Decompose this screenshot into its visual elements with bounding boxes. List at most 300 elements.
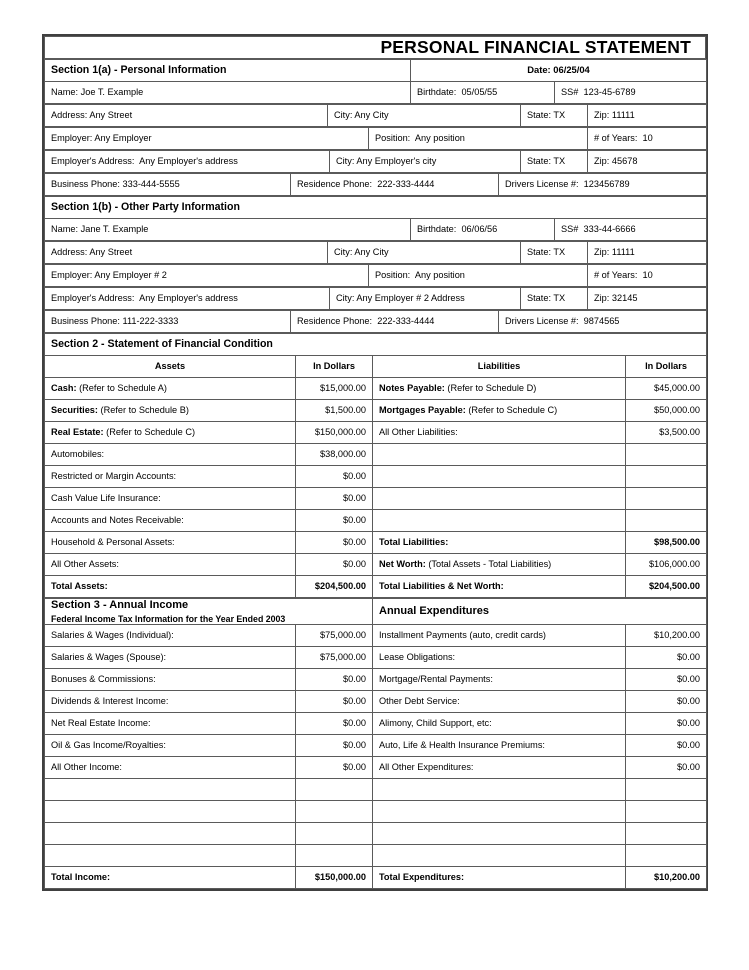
expenditure-9-label-cell [373,822,626,844]
expenditure-6-label-cell [373,756,626,778]
other-state-field[interactable] [521,242,588,264]
table-row [45,668,707,690]
table-row [45,576,707,598]
income-6-amount-cell [296,756,373,778]
expenditure-0-label-cell [373,624,626,646]
asset-9-label-cell [45,576,296,598]
other-zip-label: Zip: [594,247,610,258]
asset-0-amount-cell [296,378,373,400]
asset-9-label [45,581,295,592]
employer-value: Any Employer [94,133,152,144]
section-1a-employer-address-table [44,150,707,173]
total-income-label: Total Income: [51,871,111,882]
name-field[interactable] [45,82,411,104]
other-state-value: TX [553,247,566,258]
liability-9-amount: $204,500.00 [648,581,701,592]
asset-2-label-strong: Real Estate: [51,427,104,438]
other-ssn-value: 333-44-6666 [583,224,636,235]
liability-5-amount-cell [626,488,707,510]
table-row [45,400,707,422]
statement-date-cell [411,60,707,82]
asset-1-amount: $1,500.00 [325,405,366,416]
other-address-label: Address: [51,247,88,258]
zip-label: Zip: [594,110,610,121]
total-expenditures-amount-cell [626,866,707,888]
liability-5-label-cell [373,488,626,510]
address-label: Address: [51,110,88,121]
other-position-value: Any position [414,270,465,281]
residence-phone-value: 222-333-4444 [377,179,435,190]
expenditure-2-amount: $0.00 [677,673,700,684]
expenditure-10-amount-cell [626,844,707,866]
expenditure-7-label-cell [373,778,626,800]
table-row [45,554,707,576]
expenditure-6-amount: $0.00 [677,761,700,772]
years-value: 10 [642,133,653,144]
other-name-field[interactable] [45,219,411,241]
liability-0-label-strong: Notes Payable: [379,383,445,394]
employer-city-field[interactable] [330,151,521,173]
residence-phone-field[interactable] [291,174,499,196]
birthdate-label: Birthdate: [417,87,457,98]
asset-7-label-cell [45,532,296,554]
liability-1-amount-cell [626,400,707,422]
liability-7-label [373,537,625,548]
income-3-label: Dividends & Interest Income: [51,695,169,706]
asset-0-label-strong: Cash: [51,383,77,394]
liability-1-label: Mortgages Payable: (Refer to Schedule C) [379,405,558,416]
other-employer-value: Any Employer # 2 [94,270,167,281]
asset-6-label-cell [45,510,296,532]
income-2-label: Bonuses & Commissions: [51,673,156,684]
total-expenditures-amount: $10,200.00 [654,871,700,882]
city-label: City: [334,110,353,121]
expenditure-0-amount-cell [626,624,707,646]
asset-1-label: Securities: (Refer to Schedule B) [51,405,189,416]
other-business-phone-field[interactable] [45,311,291,333]
other-employer-address-label: Employer's Address: [51,293,135,304]
liability-0-label: Notes Payable: (Refer to Schedule D) [379,383,537,394]
other-ssn-label: SS# [561,224,579,235]
table-row [45,624,707,646]
position-field[interactable] [369,128,588,150]
income-4-label-cell [45,712,296,734]
section-2-heading-cell [45,334,707,356]
other-drivers-license-field[interactable] [499,311,707,333]
table-row [45,444,707,466]
section-3-heading-cell [45,599,373,625]
asset-2-amount-cell [296,422,373,444]
income-5-amount-cell [296,734,373,756]
other-employer-city-label: City: [336,293,355,304]
expenditure-3-label-cell [373,690,626,712]
other-drivers-license-label: Drivers License #: [505,316,579,327]
liability-7-label-cell [373,532,626,554]
employer-state-label: State: [527,156,552,167]
asset-0-amount: $15,000.00 [320,383,366,394]
total-expenditures-label: Total Expenditures: [379,871,465,882]
liability-8-label-strong: Net Worth: [379,559,426,570]
asset-8-label-cell [45,554,296,576]
other-employer-zip-field[interactable] [588,288,707,310]
liability-8-label: Net Worth: (Total Assets - Total Liabilities) [379,559,552,570]
expenditure-4-label: Alimony, Child Support, etc: [379,717,492,728]
employer-field[interactable] [45,128,369,150]
other-employer-state-label: State: [527,293,552,304]
asset-6-label: Accounts and Notes Receivable: [51,515,184,526]
liability-0-label-cell [373,378,626,400]
income-1-label: Salaries & Wages (Spouse): [51,651,167,662]
liability-3-label-cell [373,444,626,466]
section-3-heading-line2: Federal Income Tax Information for the Year Ended 2003 [51,613,286,624]
other-employer-zip-label: Zip: [594,293,610,304]
liability-9-label-cell [373,576,626,598]
other-employer-state-field[interactable] [521,288,588,310]
table-row [45,488,707,510]
other-employer-city-field[interactable] [330,288,521,310]
asset-2-amount: $150,000.00 [314,427,366,438]
income-0-amount: $75,000.00 [320,629,366,640]
section-2-rows [45,378,707,598]
asset-5-amount: $0.00 [343,493,366,504]
asset-7-amount: $0.00 [343,537,366,548]
other-name-label: Name: [51,224,79,235]
income-5-label-cell [45,734,296,756]
other-position-field[interactable] [369,265,588,287]
asset-4-amount: $0.00 [343,471,366,482]
income-0-label: Salaries & Wages (Individual): [51,629,174,640]
ssn-value: 123-45-6789 [583,87,636,98]
table-row [45,822,707,844]
other-address-field[interactable] [45,242,328,264]
total-expenditures-label-cell [373,866,626,888]
asset-2-label: Real Estate: (Refer to Schedule C) [51,427,196,438]
total-income-amount-cell [296,866,373,888]
city-value: Any City [354,110,389,121]
asset-9-label-strong: Total Assets: [51,581,108,592]
other-city-label: City: [334,247,353,258]
asset-8-label: All Other Assets: [51,559,119,570]
expenditure-1-label: Lease Obligations: [379,651,456,662]
name-label: Name: [51,87,79,98]
other-zip-value: 11111 [611,247,635,258]
table-row [45,690,707,712]
employer-state-value: TX [553,156,566,167]
section-3-table [44,598,707,889]
asset-8-amount-cell [296,554,373,576]
table-row [45,734,707,756]
asset-5-label: Cash Value Life Insurance: [51,493,161,504]
income-1-amount-cell [296,646,373,668]
business-phone-value: 333-444-5555 [122,179,180,190]
position-value: Any position [414,133,465,144]
name-value: Joe T. Example [80,87,144,98]
annual-expenditures-heading-cell [373,599,707,625]
ssn-label: SS# [561,87,579,98]
income-2-amount: $0.00 [343,673,366,684]
table-row [45,712,707,734]
asset-4-label: Restricted or Margin Accounts: [51,471,177,482]
asset-3-amount: $38,000.00 [320,449,366,460]
employer-zip-field[interactable] [588,151,707,173]
expenditure-5-amount-cell [626,734,707,756]
section-1b-employer-address-table [44,287,707,310]
section-1a-address-table [44,104,707,127]
other-birthdate-field[interactable] [411,219,555,241]
other-zip-field[interactable] [588,242,707,264]
state-field[interactable] [521,105,588,127]
income-1-amount: $75,000.00 [320,651,366,662]
expenditure-1-amount: $0.00 [677,651,700,662]
employer-address-label: Employer's Address: [51,156,135,167]
section-2-table [44,333,707,598]
state-value: TX [553,110,566,121]
liability-0-amount: $45,000.00 [654,383,701,394]
other-birthdate-label: Birthdate: [417,224,457,235]
income-3-label-cell [45,690,296,712]
income-3-amount-cell [296,690,373,712]
expenditure-10-label-cell [373,844,626,866]
expenditure-4-amount: $0.00 [677,717,700,728]
assets-column-header: Assets [45,356,296,378]
other-employer-zip-value: 32145 [611,293,638,304]
business-phone-field[interactable] [45,174,291,196]
liability-7-amount: $98,500.00 [654,537,701,548]
income-8-amount-cell [296,800,373,822]
table-row [45,844,707,866]
liability-1-amount: $50,000.00 [654,405,701,416]
income-2-label-cell [45,668,296,690]
expenditure-2-label-cell [373,668,626,690]
page-title: PERSONAL FINANCIAL STATEMENT [380,37,691,58]
expenditure-4-amount-cell [626,712,707,734]
table-row [45,422,707,444]
income-6-label: All Other Income: [51,761,122,772]
income-6-amount: $0.00 [343,761,366,772]
other-years-value: 10 [642,270,653,281]
asset-0-label-cell [45,378,296,400]
expenditure-0-amount: $10,200.00 [654,629,700,640]
income-7-amount-cell [296,778,373,800]
table-row [45,378,707,400]
employer-address-field[interactable] [45,151,330,173]
other-birthdate-value: 06/06/56 [461,224,498,235]
years-field[interactable] [588,128,707,150]
liability-4-amount-cell [626,466,707,488]
income-8-label-cell [45,800,296,822]
expenditure-1-label-cell [373,646,626,668]
liability-8-label-cell [373,554,626,576]
other-years-label: # of Years: [594,270,638,281]
expenditure-2-amount-cell [626,668,707,690]
asset-4-label-cell [45,466,296,488]
document-title-cell [45,37,706,59]
expenditure-9-amount-cell [626,822,707,844]
liability-9-label [373,581,625,592]
liability-2-amount-cell [626,422,707,444]
expenditure-8-amount-cell [626,800,707,822]
section-3-rows [45,624,707,866]
asset-8-amount: $0.00 [343,559,366,570]
asset-3-label-cell [45,444,296,466]
liability-0-amount-cell [626,378,707,400]
other-business-phone-value: 111-222-3333 [122,316,179,327]
table-row [45,532,707,554]
other-employer-field[interactable] [45,265,369,287]
income-0-amount-cell [296,624,373,646]
asset-9-amount: $204,500.00 [314,581,366,592]
other-employer-address-field[interactable] [45,288,330,310]
liability-2-label: All Other Liabilities: [379,427,458,438]
drivers-license-label: Drivers License #: [505,179,579,190]
other-name-value: Jane T. Example [80,224,149,235]
other-employer-label: Employer: [51,270,93,281]
asset-1-amount-cell [296,400,373,422]
liability-2-amount: $3,500.00 [659,427,701,438]
income-7-label-cell [45,778,296,800]
liability-6-label-cell [373,510,626,532]
asset-6-amount: $0.00 [343,515,366,526]
table-row [45,778,707,800]
other-city-field[interactable] [328,242,521,264]
expenditure-4-label-cell [373,712,626,734]
income-4-amount-cell [296,712,373,734]
business-phone-label: Business Phone: [51,179,120,190]
section-1b-phone-table [44,310,707,333]
position-label: Position: [375,133,411,144]
liability-1-label-strong: Mortgages Payable: [379,405,466,416]
expenditure-5-label-cell [373,734,626,756]
liability-6-amount-cell [626,510,707,532]
employer-label: Employer: [51,133,93,144]
other-residence-phone-value: 222-333-4444 [377,316,435,327]
liability-2-label-cell [373,422,626,444]
employer-zip-label: Zip: [594,156,610,167]
expenditure-5-label: Auto, Life & Health Insurance Premiums: [379,739,545,750]
asset-7-amount-cell [296,532,373,554]
expenditure-6-amount-cell [626,756,707,778]
liability-4-label-cell [373,466,626,488]
expenditure-3-amount-cell [626,690,707,712]
income-4-label: Net Real Estate Income: [51,717,151,728]
income-9-amount-cell [296,822,373,844]
address-value: Any Street [89,110,133,121]
asset-6-amount-cell [296,510,373,532]
income-3-amount: $0.00 [343,695,366,706]
liability-9-amount-cell [626,576,707,598]
other-business-phone-label: Business Phone: [51,316,120,327]
section-1b-employer-table [44,264,707,287]
liabilities-dollars-column-header: In Dollars [626,356,707,378]
expenditure-6-label: All Other Expenditures: [379,761,474,772]
liability-7-label-strong: Total Liabilities: [379,537,449,548]
employer-zip-value: 45678 [611,156,638,167]
income-5-label: Oil & Gas Income/Royalties: [51,739,166,750]
birthdate-field[interactable] [411,82,555,104]
asset-4-amount-cell [296,466,373,488]
income-10-amount-cell [296,844,373,866]
table-row [45,646,707,668]
asset-1-label-strong: Securities: [51,405,98,416]
expenditure-7-amount-cell [626,778,707,800]
asset-3-label: Automobiles: [51,449,105,460]
income-9-label-cell [45,822,296,844]
other-address-value: Any Street [89,247,133,258]
section-1a-heading-cell [45,60,411,82]
drivers-license-field[interactable] [499,174,707,196]
employer-city-label: City: [336,156,355,167]
expenditure-0-label: Installment Payments (auto, credit cards) [379,629,546,640]
expenditure-8-label-cell [373,800,626,822]
employer-address-value: Any Employer's address [139,156,238,167]
section-1a-phone-table [44,173,707,196]
other-city-value: Any City [354,247,389,258]
asset-7-label: Household & Personal Assets: [51,537,175,548]
other-drivers-license-value: 9874565 [583,316,620,327]
employer-city-value: Any Employer's city [356,156,437,167]
state-label: State: [527,110,552,121]
income-1-label-cell [45,646,296,668]
total-income-amount: $150,000.00 [314,871,366,882]
section-1b-heading-cell [45,197,707,219]
asset-3-amount-cell [296,444,373,466]
section-2-heading: Section 2 - Statement of Financial Condition [51,338,273,351]
zip-field[interactable] [588,105,707,127]
asset-2-label-cell [45,422,296,444]
asset-5-amount-cell [296,488,373,510]
table-row [45,510,707,532]
liability-7-amount-cell [626,532,707,554]
zip-value: 11111 [611,110,635,121]
ssn-field[interactable] [555,82,707,104]
other-employer-state-value: TX [553,293,566,304]
other-residence-phone-label: Residence Phone: [297,316,373,327]
table-row [45,800,707,822]
asset-1-label-cell [45,400,296,422]
section-3-heading-line1: Section 3 - Annual Income [51,599,189,611]
other-residence-phone-field[interactable] [291,311,499,333]
liability-8-amount-cell [626,554,707,576]
income-10-label-cell [45,844,296,866]
address-field[interactable] [45,105,328,127]
expenditure-3-amount: $0.00 [677,695,700,706]
annual-expenditures-heading: Annual Expenditures [379,605,490,618]
residence-phone-label: Residence Phone: [297,179,373,190]
expenditure-3-label: Other Debt Service: [379,695,460,706]
expenditure-5-amount: $0.00 [677,739,700,750]
other-position-label: Position: [375,270,411,281]
asset-5-label-cell [45,488,296,510]
section-1a-employer-table [44,127,707,150]
liability-1-label-cell [373,400,626,422]
totals-row [45,866,707,888]
statement-date: Date: 06/25/04 [527,64,590,76]
asset-0-label: Cash: (Refer to Schedule A) [51,383,167,394]
employer-state-field[interactable] [521,151,588,173]
city-field[interactable] [328,105,521,127]
other-state-label: State: [527,247,552,258]
section-1b-table [44,196,707,241]
other-ssn-field[interactable] [555,219,707,241]
income-2-amount-cell [296,668,373,690]
drivers-license-value: 123456789 [583,179,630,190]
years-label: # of Years: [594,133,638,144]
total-income-label-cell [45,866,296,888]
liabilities-column-header: Liabilities [373,356,626,378]
asset-9-amount-cell [296,576,373,598]
other-years-field[interactable] [588,265,707,287]
expenditure-2-label: Mortgage/Rental Payments: [379,673,493,684]
